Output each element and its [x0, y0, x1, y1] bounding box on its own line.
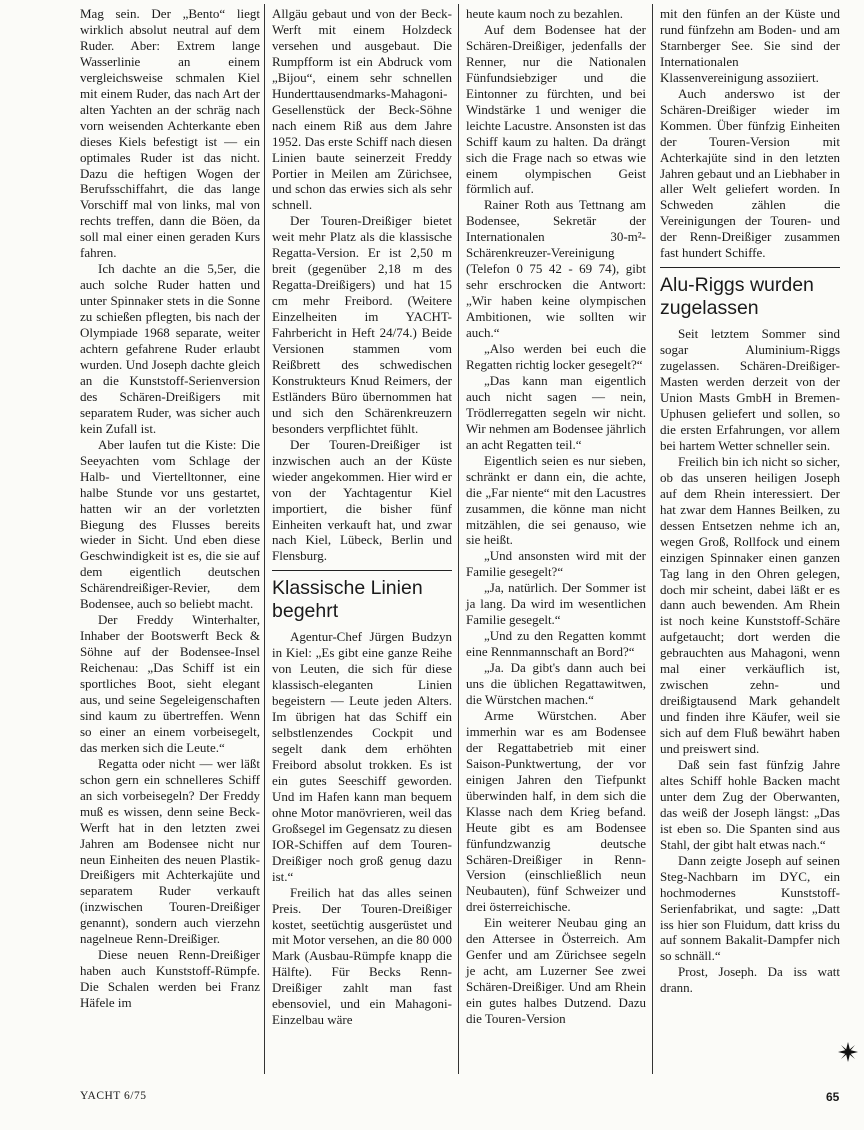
- paragraph: mit den fünfen an der Küste und rund fünfzehn am Boden- und am Starnberger See. Sie sind der Internationalen Klassenvereinigung assoziiert.: [660, 6, 840, 85]
- paragraph: Rainer Roth aus Tettnang am Bodensee, Sekretär der Internationalen 30-m²-Schärenkreuzer-Vereinigung (Telefon 0 75 42 - 69 74), gibt sehr erschrocken die Antwort: „Wir haben keine olympischen Ambitionen, wie sollten wir auch.“: [466, 197, 646, 341]
- paragraph: Regatta oder nicht — wer läßt schon gern ein schnelleres Schiff an sich vorbeisegeln? Der Freddy muß es wissen, denn seine Beck-Werft hat in den letzten zwei Jahren am Bodensee nicht nur neun Einheiten des neuen Plastik-Dreißigers mit Achterkajüte und separatem Ruder verkauft (inzwischen Touren-Dreißiger genannt), sondern auch vierzehn nagelneue Renn-Dreißiger.: [80, 755, 260, 947]
- section-heading: Alu-Riggs wurden zugelassen: [660, 267, 840, 326]
- paragraph: Ich dachte an die 5,5er, die auch solche Ruder hatten und unter Spinnaker stets in die Sonne zu schießen pflegten, bis nach der Olympiade 1968 separate, weiter achtern gefahrene Ruder erlaubt wurden. Und Joseph dachte gleich an die Kunststoff-Serienversion des Schären-Dreißigers mit separatem Ruder, was sicher auch kein Zufall ist.: [80, 261, 260, 436]
- paragraph: Der Touren-Dreißiger ist inzwischen auch an der Küste wieder angekommen. Hier wird er von der Yachtagentur Kiel importiert, die bisher fünf Einheiten verkauft hat, und zwar nach Kiel, Lübeck, Berlin und Flensburg.: [272, 436, 452, 564]
- paragraph: Mag sein. Der „Bento“ liegt wirklich absolut neutral auf dem Ruder. Aber: Extrem lange Wasserlinie an einem vergleichsweise schmalen Kiel mit einem Ruder, das nach Art der alten Yachten an der schräg nach vorn weisenden Achterkante eben dieses Kiels befestigt ist — ein optimales Ruder ist das nicht. Dazu die heftigen Wogen der Berufsschiffahrt, die das lange Vorschiff mal von links, mal von rechts treffen, dann die Böen, da soll mal einer einen geraden Kurs fahren.: [80, 6, 260, 261]
- paragraph: Prost, Joseph. Da iss watt drann.: [660, 964, 840, 996]
- magazine-issue: YACHT 6/75: [80, 1090, 147, 1102]
- column-rule: [458, 4, 459, 1074]
- paragraph: Freilich bin ich nicht so sicher, ob das unseren heiligen Joseph auf dem Rhein interessiert. Der hat zwar dem Hannes Beilken, zu dessen Entsetzen nehme ich an, wegen Groß, Rollfock und einem einzigen Spinnaker einen ganzen Tag lang in den Ohren gelegen, doch mir scheint, dabei läßt er es dann auch bewenden. Am Rhein ist noch keine Kunststoff-Schäre aufgetaucht; dort werden die gebrauchten aus Mahagoni, wenn mal einer verkäuflich ist, zwischen zehn- und dreißigtausend Mark gehandelt und finden ihre Käufer, weil sie sich auf dem Fluß bewährt haben und preiswert sind.: [660, 453, 840, 757]
- paragraph: Freilich hat das alles seinen Preis. Der Touren-Dreißiger kostet, seetüchtig ausgerüstet und mit Motor versehen, an die 80 000 Mark (Ausbau-Rümpfe knapp die Hälfte). Für Becks Renn-Dreißiger zahlt man fast ebensoviel, und ein Mahagoni-Einzelbau wäre: [272, 884, 452, 1028]
- paragraph: „Und ansonsten wird mit der Familie gesegelt?“: [466, 548, 646, 580]
- paragraph: „Ja. Da gibt's dann auch bei uns die üblichen Regattawitwen, die Würstchen machen.“: [466, 660, 646, 707]
- paragraph: Aber laufen tut die Kiste: Die Seeyachten vom Schlage der Halb- und Viertelltonner, eine halbe Stunde vor uns gestartet, hatten wir an der vorletzten Biegung des Flusses bereits wieder in Sicht. Und eben diese Geschwindigkeit ist es, die sie auf dem eigentlich deutschen Schärendreißiger-Revier, dem Bodensee, auch so beliebt macht.: [80, 436, 260, 612]
- paragraph: „Und zu den Regatten kommt eine Rennmannschaft an Bord?“: [466, 628, 646, 660]
- paragraph: Allgäu gebaut und von der Beck-Werft mit einem Holzdeck versehen und ausgebaut. Die Rumpfform ist ein Abdruck vom „Bijou“, einem sehr schnellen Hunderttausendmarks-Mahagoni-Gesellenstück der Beck-Söhne nach einem Riß aus dem Jahre 1952. Das erste Schiff nach diesen Linien baute seinerzeit Freddy Portier in Meilen am Zürichsee, und schon das erwies sich als sehr schnell.: [272, 6, 452, 213]
- paragraph: Seit letztem Sommer sind sogar Aluminium-Riggs zugelassen. Schären-Dreißiger-Masten werden derzeit von der Union Masts GmbH in Bremen-Uphusen geliefert und sollen, so die ersten Erfahrungen, vor allem bei hartem Wetter schneller sein.: [660, 326, 840, 453]
- paragraph: Eigentlich seien es nur sieben, schränkt er dann ein, die achte, die „Far niente“ mit den Lacustres zusammen, die könne man nicht mitzählen, die sei genauso, wie sie heißt.: [466, 452, 646, 548]
- column-rule: [264, 4, 265, 1074]
- paragraph: Daß sein fast fünfzig Jahre altes Schiff hohle Backen macht unter dem Zug der Oberwanten, das weiß der Joseph längst: „Das ist eben so. Die Spanten sind aus Stahl, der gibt halt etwas nach.“: [660, 756, 840, 852]
- yacht-end-mark-icon: [836, 1040, 860, 1064]
- paragraph: Dann zeigte Joseph auf seinen Steg-Nachbarn im DYC, ein hochmodernes Kunststoff-Serienfabrikat, und sagte: „Datt iss hier son Fluidum, datt kriss du auf sonnem Bakalit-Dampfer nich so schnäll.“: [660, 852, 840, 964]
- column-rule: [652, 4, 653, 1074]
- paragraph: Diese neuen Renn-Dreißiger haben auch Kunststoff-Rümpfe. Die Schalen werden bei Franz Häfele im: [80, 947, 260, 1011]
- text-column-4: [660, 6, 840, 996]
- paragraph: Der Freddy Winterhalter, Inhaber der Bootswerft Beck & Söhne auf der Bodensee-Insel Reichenau: „Das Schiff ist ein sportliches Boot, sieht elegant aus, und seine Segeleigenschaften sind kaum zu übertreffen. Wenn so einer an einem vorbeisegelt, das merken sich die Leute.“: [80, 612, 260, 755]
- text-column-2: [272, 6, 452, 1028]
- paragraph: Auch anderswo ist der Schären-Dreißiger wieder im Kommen. Über fünfzig Einheiten der Touren-Version mit Achterkajüte sind in den letzten Jahren gebaut und an Liebhaber in aller Welt geliefert worden. In Schweden zählen die Vereinigungen der Touren- und der Renn-Dreißiger zusammen fast hundert Schiffe.: [660, 85, 840, 261]
- paragraph: Ein weiterer Neubau ging an den Attersee in Österreich. Am Genfer und am Zürichsee segeln je acht, am Luzerner See zwei Schären-Dreißiger. Und am Rhein ein gutes halbes Dutzend. Dazu die Touren-Version: [466, 915, 646, 1027]
- paragraph: „Das kann man eigentlich auch nicht sagen — nein, Trödlerregatten segeln wir nicht. Wir nehmen am Bodensee jährlich an acht Regatten teil.“: [466, 372, 646, 452]
- paragraph: Arme Würstchen. Aber immerhin war es am Bodensee der Regattabetrieb mit einer Saison-Punktwertung, der vor einigen Jahren den Tiefpunkt überwinden half, in dem sich die Klasse nach dem Krieg befand. Heute gibt es am Bodensee fünfundzwanzig deutsche Schären-Dreißiger in Renn-Version (einschließlich neun Neubauten), fünf Schweizer und drei österreichische.: [466, 707, 646, 915]
- paragraph: „Ja, natürlich. Der Sommer ist ja lang. Da wird im wesentlichen Familie gesegelt.“: [466, 580, 646, 628]
- paragraph: heute kaum noch zu bezahlen.: [466, 6, 624, 21]
- paragraph: Agentur-Chef Jürgen Budzyn in Kiel: „Es gibt eine ganze Reihe von Leuten, die sich für diese klassisch-eleganten Linien begeistern — Leute jeden Alters. Im übrigen hat das Schiff ein selbstlenzendes Cockpit und segelt dank dem erhöhten Freibord absolut trokken. Es ist ein gutes Seeschiff geworden. Und im Hafen kann man bequem ohne Motor manövrieren, weil das Großsegel im Gegensatz zu diesen IOR-Schiffen auf dem Touren-Dreißiger noch groß genug dazu ist.“: [272, 629, 452, 884]
- page-number: 65: [826, 1090, 840, 1104]
- section-heading: Klassische Linien begehrt: [272, 570, 452, 629]
- text-column-3: [466, 6, 646, 1027]
- text-column-1: [80, 6, 260, 1011]
- paragraph: Auf dem Bodensee hat der Schären-Dreißiger, jedenfalls der Renner, nur die Nationalen Fünfundsiebziger und die Eintonner zu fürchten, und bei Windstärke 1 und weniger die leichte Lacustre. Ansonsten ist das Schiff kaum zu halten. Da drängt sich die Frage nach so etwas wie einem olympischen Geist förmlich auf.: [466, 21, 646, 197]
- paragraph: Der Touren-Dreißiger bietet weit mehr Platz als die klassische Regatta-Version. Er ist 2,50 m breit (gegenüber 2,18 m des Regatta-Dreißigers) und hat 15 cm mehr Freibord. (Weitere Einzelheiten im YACHT-Fahrbericht in Heft 24/74.) Beide Versionen stammen vom Reißbrett des schwedischen Konstrukteurs Knud Reimers, der Estländers Büro übernommen hat und sich den Schärenkreuzern besonders verpflichtet fühlt.: [272, 213, 452, 436]
- paragraph: „Also werden bei euch die Regatten richtig locker gesegelt?“: [466, 341, 646, 372]
